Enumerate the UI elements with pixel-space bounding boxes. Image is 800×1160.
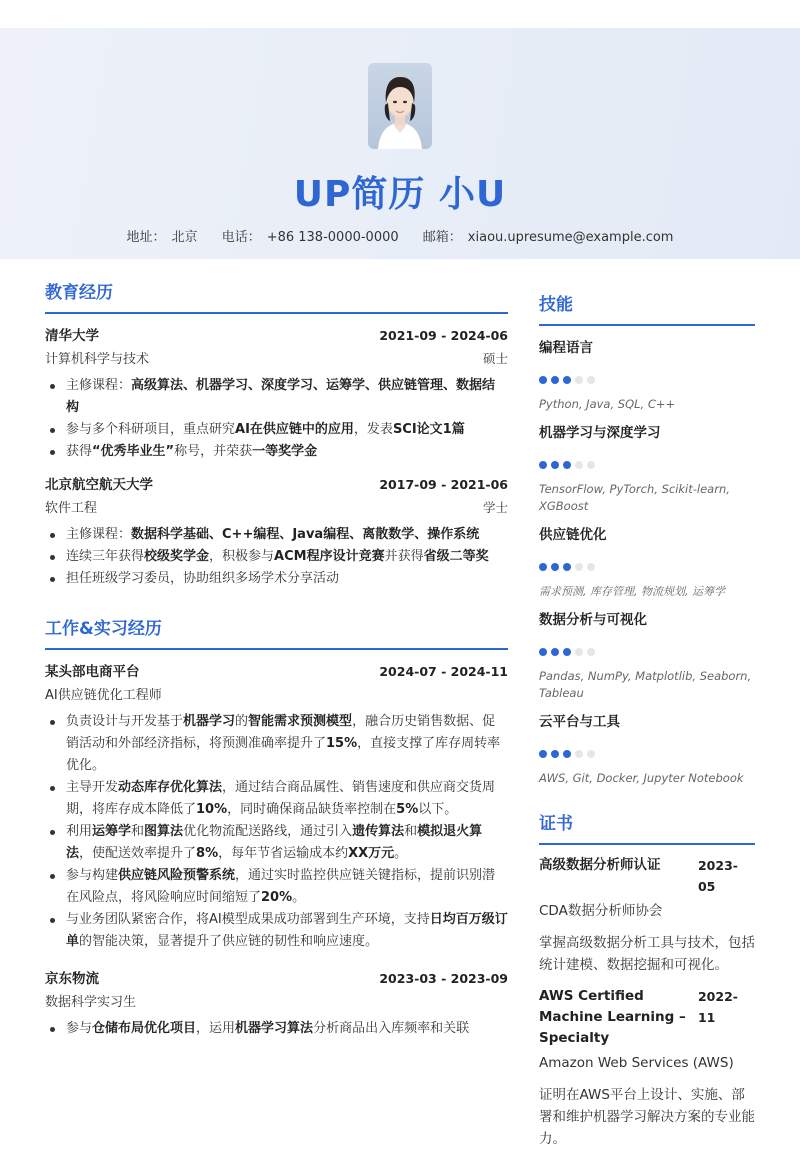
level-dot-filled: [539, 563, 547, 571]
skills-section: [539, 290, 755, 787]
bullet-item: 参与多个科研项目，重点研究AI在供应链中的应用，发表SCI论文1篇: [45, 419, 508, 441]
skill-level-dots: [539, 750, 755, 758]
level-dot-empty: [587, 461, 595, 469]
level-dot-filled: [539, 750, 547, 758]
level-dot-empty: [587, 376, 595, 384]
skill-name: 供应链优化: [539, 527, 607, 543]
cert-issuer: Amazon Web Services (AWS): [539, 1055, 734, 1071]
skill-keywords: 需求预测, 库存管理, 物流规划, 运筹学: [539, 585, 725, 598]
level-dot-filled: [551, 750, 559, 758]
level-dot-empty: [575, 648, 583, 656]
level-dot-empty: [575, 376, 583, 384]
job-role: AI供应链优化工程师: [45, 688, 162, 703]
skill-name: 云平台与工具: [539, 714, 620, 730]
level-dot-empty: [587, 750, 595, 758]
bullet-item: 连续三年获得校级奖学金，积极参与ACM程序设计竞赛并获得省级二等奖: [45, 546, 508, 568]
skill-keywords: Pandas, NumPy, Matplotlib, Seaborn, Tableau: [539, 669, 752, 700]
bullet-item: 利用运筹学和图算法优化物流配送路线，通过引入遗传算法和模拟退火算法，使配送效率提升了8%，每年节省运输成本约XX万元。: [45, 821, 508, 865]
side-column: [539, 290, 755, 1160]
skills-title: 技能: [539, 290, 755, 326]
certs-section: [539, 809, 755, 1150]
level-dot-empty: [587, 563, 595, 571]
candidate-name: UP简历 小U: [293, 174, 507, 215]
cert-name: AWS Certified Machine Learning – Specialty: [539, 988, 686, 1046]
cert-item: [539, 855, 755, 976]
bullet-item: 主修课程：数据科学基础、C++编程、Java编程、离散数学、操作系统: [45, 524, 508, 546]
entry-date: 2017-09 - 2021-06: [379, 477, 508, 492]
company-name: 某头部电商平台: [45, 664, 140, 680]
level-dot-filled: [563, 563, 571, 571]
level-dot-filled: [563, 648, 571, 656]
certs-title: 证书: [539, 809, 755, 845]
cert-date: 2022-11: [697, 989, 738, 1025]
work-title: 工作&实习经历: [45, 614, 508, 650]
skill-level-dots: [539, 563, 755, 571]
skill-name: 数据分析与可视化: [539, 612, 647, 628]
entry-date: 2023-03 - 2023-09: [379, 971, 508, 986]
contact-phone: 电话： +86 138-0000-0000: [221, 230, 399, 245]
level-dot-filled: [563, 376, 571, 384]
contact-info: [0, 226, 800, 245]
education-entry: [45, 473, 508, 590]
cert-date: 2023-05: [697, 858, 738, 894]
skill-level-dots: [539, 461, 755, 469]
major: 软件工程: [45, 501, 98, 516]
school-name: 清华大学: [45, 328, 99, 344]
bullet-item: 负责设计与开发基于机器学习的智能需求预测模型，融合历史销售数据、促销活动和外部经济指标，将预测准确率提升了15%，直接支撑了库存周转率优化。: [45, 711, 508, 777]
degree: 学士: [482, 500, 508, 515]
work-section: [45, 614, 508, 1040]
level-dot-filled: [539, 461, 547, 469]
bullet-item: 主导开发动态库存优化算法，通过结合商品属性、销售速度和供应商交货周期，将库存成本降低了10%，同时确保商品缺货率控制在5%以下。: [45, 777, 508, 821]
level-dot-filled: [551, 376, 559, 384]
skill-item: [539, 710, 755, 787]
degree: 硕士: [482, 351, 508, 366]
entry-date: 2021-09 - 2024-06: [379, 328, 508, 343]
education-entry: [45, 324, 508, 463]
resume-header: [0, 28, 800, 259]
skill-name: 编程语言: [539, 340, 593, 356]
education-title: 教育经历: [45, 278, 508, 314]
skill-level-dots: [539, 648, 755, 656]
skill-keywords: AWS, Git, Docker, Jupyter Notebook: [539, 771, 744, 785]
level-dot-filled: [551, 648, 559, 656]
contact-email: 邮箱： xiaou.upresume@example.com: [422, 230, 674, 245]
contact-address: 地址： 北京: [126, 230, 198, 245]
entry-bullets: [45, 1018, 508, 1040]
company-name: 京东物流: [45, 971, 99, 987]
level-dot-filled: [539, 648, 547, 656]
skill-item: [539, 336, 755, 413]
level-dot-filled: [563, 461, 571, 469]
skill-keywords: TensorFlow, PyTorch, Scikit-learn, XGBoost: [539, 482, 730, 513]
skill-item: [539, 421, 755, 515]
level-dot-filled: [551, 461, 559, 469]
level-dot-empty: [587, 648, 595, 656]
cert-item: [539, 986, 755, 1150]
entry-bullets: [45, 524, 508, 590]
bullet-item: 参与仓储布局优化项目，运用机器学习算法分析商品出入库频率和关联: [45, 1018, 508, 1040]
entry-date: 2024-07 - 2024-11: [379, 664, 508, 679]
skill-item: [539, 608, 755, 702]
work-entry: [45, 660, 508, 953]
level-dot-empty: [575, 563, 583, 571]
skill-item: [539, 523, 755, 600]
level-dot-filled: [563, 750, 571, 758]
bullet-item: 担任班级学习委员，协助组织多场学术分享活动: [45, 568, 508, 590]
work-entry: [45, 967, 508, 1040]
education-section: [45, 278, 508, 590]
bullet-item: 与业务团队紧密合作，将AI模型成果成功部署到生产环境，支持日均百万级订单的智能决策，显著提升了供应链的韧性和响应速度。: [45, 909, 508, 953]
school-name: 北京航空航天大学: [45, 477, 153, 493]
level-dot-filled: [551, 563, 559, 571]
entry-bullets: [45, 711, 508, 953]
cert-description: 掌握高级数据分析工具与技术，包括统计建模、数据挖掘和可视化。: [539, 935, 755, 973]
skill-level-dots: [539, 376, 755, 384]
level-dot-filled: [539, 376, 547, 384]
job-role: 数据科学实习生: [45, 995, 137, 1010]
main-column: [45, 278, 508, 1050]
major: 计算机科学与技术: [45, 352, 150, 367]
cert-description: 证明在AWS平台上设计、实施、部署和维护机器学习解决方案的专业能力。: [539, 1087, 755, 1147]
bullet-item: 主修课程：高级算法、机器学习、深度学习、运筹学、供应链管理、数据结构: [45, 375, 508, 419]
level-dot-empty: [575, 461, 583, 469]
cert-name: 高级数据分析师认证: [539, 857, 661, 873]
entry-bullets: [45, 375, 508, 463]
cert-issuer: CDA数据分析师协会: [539, 903, 663, 919]
skill-keywords: Python, Java, SQL, C++: [539, 397, 676, 411]
bullet-item: 参与构建供应链风险预警系统，通过实时监控供应链关键指标，提前识别潜在风险点，将风险响应时间缩短了20%。: [45, 865, 508, 909]
skill-name: 机器学习与深度学习: [539, 425, 661, 441]
level-dot-empty: [575, 750, 583, 758]
profile-photo: [368, 63, 432, 149]
bullet-item: 获得“优秀毕业生”称号，并荣获一等奖学金: [45, 441, 508, 463]
